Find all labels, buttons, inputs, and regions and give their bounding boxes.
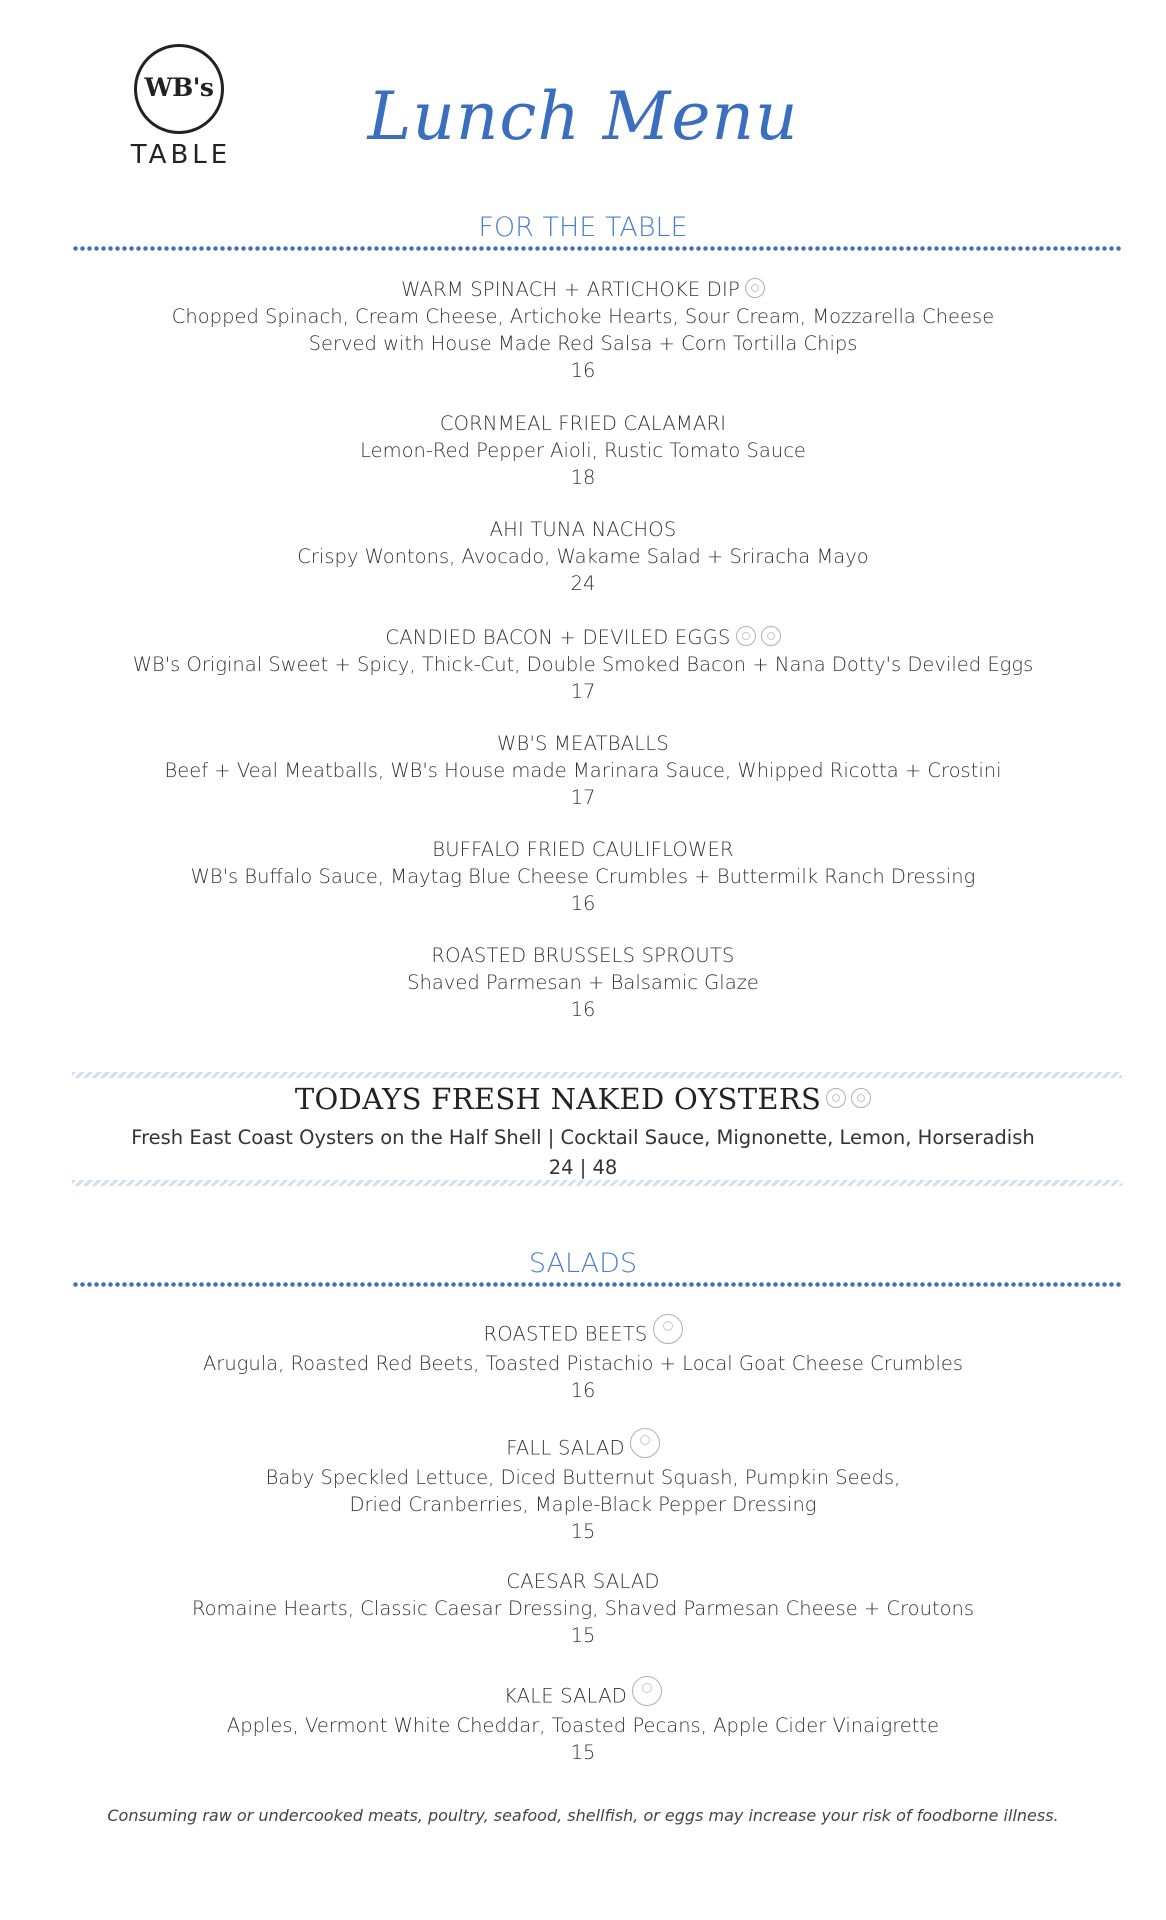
item-description: Apples, Vermont White Cheddar, Toasted Pecans, Apple Cider Vinaigrette (226, 1714, 940, 1737)
item-name: FALL SALAD (506, 1436, 625, 1460)
menu-item (0, 1434, 1166, 1545)
gluten-free-badge-icon (630, 1428, 660, 1458)
item-name: CAESAR SALAD (506, 1570, 660, 1593)
menu-item (0, 836, 1166, 917)
oysters-title: TODAYS FRESH NAKED OYSTERS (294, 1082, 822, 1116)
menu-item (0, 730, 1166, 811)
gluten-free-badge-icon (632, 1676, 662, 1706)
menu-item (0, 1320, 1166, 1404)
item-description: Romaine Hearts, Classic Caesar Dressing, Shaved Parmesan Cheese + Croutons (191, 1597, 975, 1620)
item-description: Arugula, Roasted Red Beets, Toasted Pistachio + Local Goat Cheese Crumbles (202, 1352, 964, 1375)
feature-divider-top (72, 1072, 1122, 1078)
item-description: Lemon-Red Pepper Aioli, Rustic Tomato Sauce (360, 439, 806, 462)
item-description: Served with House Made Red Salsa + Corn Tortilla Chips (308, 332, 858, 355)
item-price: 15 (570, 1624, 596, 1647)
food-safety-disclaimer: Consuming raw or undercooked meats, poultry, seafood, shellfish, or eggs may increase your risk of foodborne illness. (107, 1806, 1059, 1825)
item-name: CANDIED BACON + DEVILED EGGS (385, 626, 731, 649)
item-price: 17 (570, 786, 596, 809)
item-name: ROASTED BRUSSELS SPROUTS (431, 944, 735, 967)
menu-item (0, 516, 1166, 597)
menu-item (0, 942, 1166, 1023)
item-price: 16 (570, 359, 596, 382)
item-name: ROASTED BEETS (483, 1322, 648, 1346)
item-price: 15 (570, 1520, 596, 1543)
dietary-badge-icon (851, 1088, 871, 1108)
item-description: Crispy Wontons, Avocado, Wakame Salad + Sriracha Mayo (297, 545, 869, 568)
item-name: KALE SALAD (504, 1684, 627, 1708)
item-price: 15 (570, 1741, 596, 1764)
dietary-badge-icon (736, 626, 756, 646)
menu-item (0, 410, 1166, 491)
section-divider (72, 1282, 1122, 1287)
item-description: WB's Buffalo Sauce, Maytag Blue Cheese Crumbles + Buttermilk Ranch Dressing (190, 865, 976, 888)
item-name: AHI TUNA NACHOS (489, 518, 677, 541)
section-title-for-the-table: FOR THE TABLE (478, 212, 688, 243)
menu-item (0, 1568, 1166, 1649)
logo-top-text: WB's (144, 73, 214, 102)
item-price: 16 (570, 998, 596, 1021)
dietary-badge-icon (826, 1088, 846, 1108)
menu-item (0, 276, 1166, 384)
oysters-description: Fresh East Coast Oysters on the Half Shell | Cocktail Sauce, Mignonette, Lemon, Horseradish (131, 1126, 1035, 1149)
item-description: WB's Original Sweet + Spicy, Thick-Cut, Double Smoked Bacon + Nana Dotty's Deviled Eggs (132, 653, 1034, 676)
item-price: 16 (570, 1379, 596, 1402)
item-description: Baby Speckled Lettuce, Diced Butternut Squash, Pumpkin Seeds, (265, 1466, 901, 1489)
item-description: Beef + Veal Meatballs, WB's House made Marinara Sauce, Whipped Ricotta + Crostini (164, 759, 1002, 782)
item-price: 17 (570, 680, 596, 703)
section-divider (72, 246, 1122, 251)
item-description: Shaved Parmesan + Balsamic Glaze (407, 971, 759, 994)
logo-bottom-text: TABLE (130, 140, 232, 170)
oysters-price: 24 | 48 (548, 1156, 618, 1179)
item-name: BUFFALO FRIED CAULIFLOWER (432, 838, 734, 861)
feature-divider-bottom (72, 1180, 1122, 1186)
section-title-salads: SALADS (528, 1248, 638, 1279)
item-price: 24 (570, 572, 596, 595)
page-title: Lunch Menu (367, 78, 799, 155)
item-description: Chopped Spinach, Cream Cheese, Artichoke Hearts, Sour Cream, Mozzarella Cheese (171, 305, 995, 328)
menu-item (0, 1682, 1166, 1766)
item-name: WARM SPINACH + ARTICHOKE DIP (401, 278, 740, 301)
dietary-badge-icon (761, 626, 781, 646)
item-price: 18 (570, 466, 596, 489)
item-name: WB'S MEATBALLS (497, 732, 669, 755)
item-price: 16 (570, 892, 596, 915)
item-name: CORNMEAL FRIED CALAMARI (439, 412, 727, 435)
item-description: Dried Cranberries, Maple-Black Pepper Dressing (349, 1493, 817, 1516)
dietary-badge-icon (745, 278, 765, 298)
menu-item (0, 624, 1166, 705)
feature-title (0, 1082, 1166, 1116)
gluten-free-badge-icon (653, 1314, 683, 1344)
